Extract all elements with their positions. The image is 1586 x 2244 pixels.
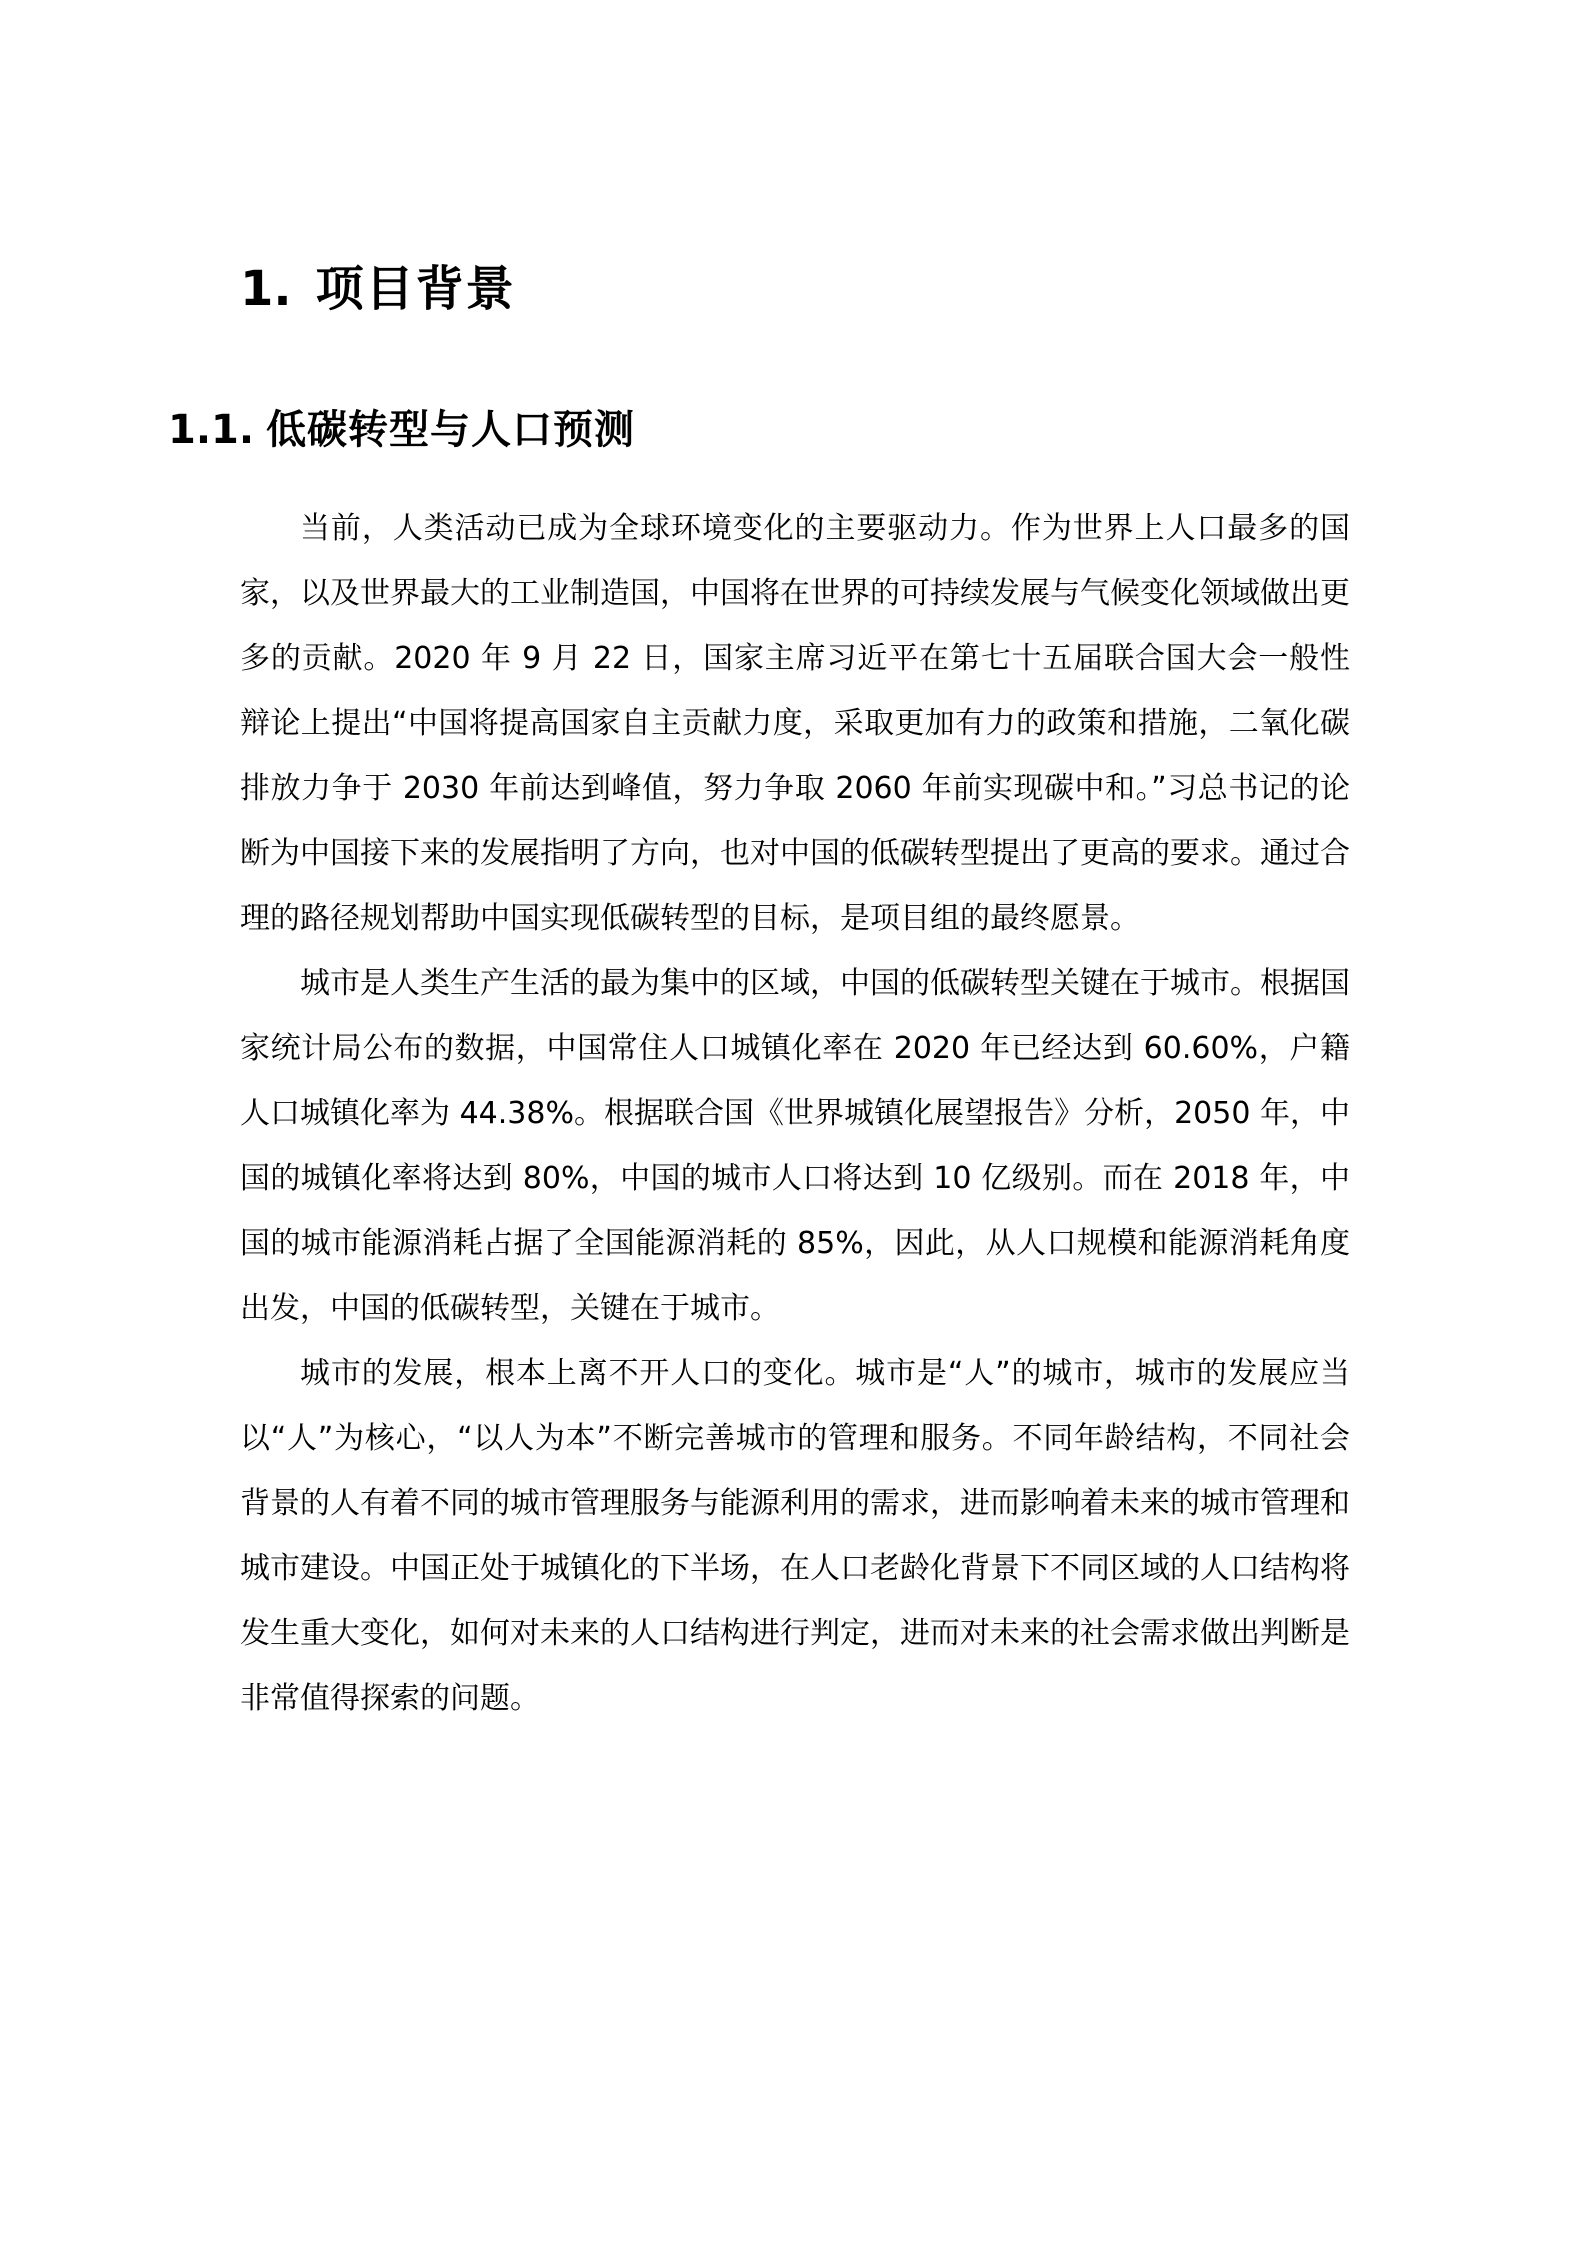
section-heading (240, 258, 1350, 320)
paragraph-1: 当前，人类活动已成为全球环境变化的主要驱动力。作为世界上人口最多的国家，以及世界最大的工业制造国，中国将在世界的可持续发展与气候变化领域做出更多的贡献。2020 年 9 月 22 日，国家主席习近平在第七十五届联合国大会一般性辩论上提出“中国将提高国家自主贡献力度，采取更加有力的政策和措施，二氧化碳排放力争于 2030 年前达到峰值，努力争取 2060 年前实现碳中和。”习总书记的论断为中国接下来的发展指明了方向，也对中国的低碳转型提出了更高的要求。通过合理的路径规划帮助中国实现低碳转型的目标，是项目组的最终愿景。 (240, 511, 1350, 936)
subsection-heading (168, 404, 1350, 456)
paragraph-3: 城市的发展，根本上离不开人口的变化。城市是“人”的城市，城市的发展应当以“人”为核心，“以人为本”不断完善城市的管理和服务。不同年龄结构，不同社会背景的人有着不同的城市管理服务与能源利用的需求，进而影响着未来的城市管理和城市建设。中国正处于城镇化的下半场，在人口老龄化背景下不同区域的人口结构将发生重大变化，如何对未来的人口结构进行判定，进而对未来的社会需求做出判断是非常值得探索的问题。 (240, 1356, 1350, 1716)
subsection-title: 低碳转型与人口预测 (266, 407, 636, 453)
body-text (240, 496, 1350, 1731)
paragraph-2: 城市是人类生产生活的最为集中的区域，中国的低碳转型关键在于城市。根据国家统计局公布的数据，中国常住人口城镇化率在 2020 年已经达到 60.60%，户籍人口城镇化率为 44.38%。根据联合国《世界城镇化展望报告》分析，2050 年，中国的城镇化率将达到 80%，中国的城市人口将达到 10 亿级别。而在 2018 年，中国的城市能源消耗占据了全国能源消耗的 85%，因此，从人口规模和能源消耗角度出发，中国的低碳转型，关键在于城市。 (240, 966, 1350, 1326)
section-number: 1. (240, 261, 292, 317)
section-title: 项目背景 (315, 261, 516, 317)
subsection-number: 1.1. (168, 407, 255, 453)
